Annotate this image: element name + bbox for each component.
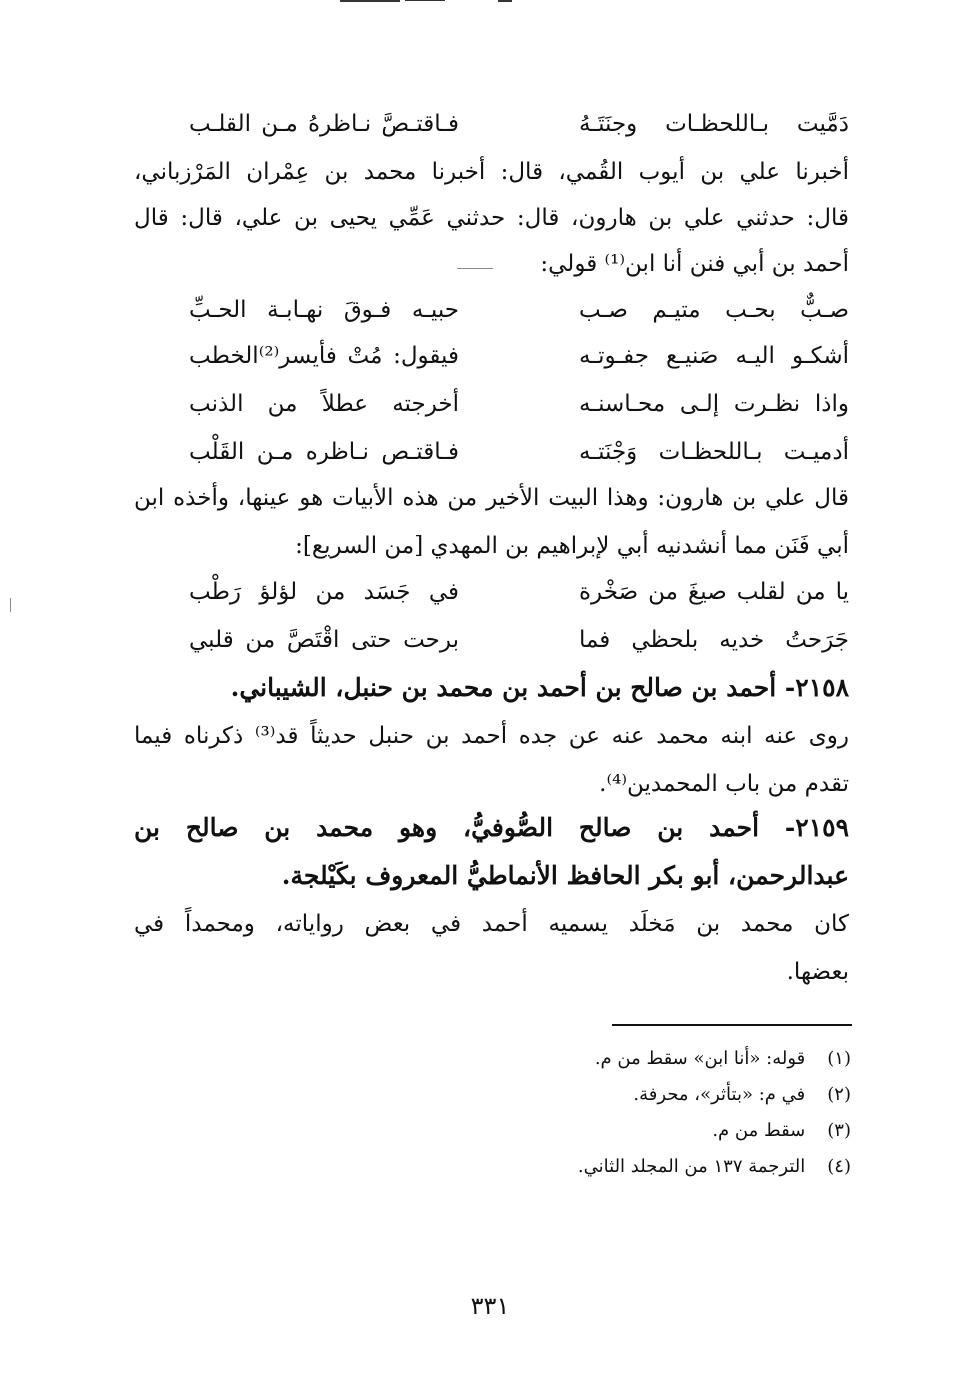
scan-mark: [405, 0, 445, 1]
verse-line: [189, 336, 849, 376]
scan-mark: [498, 0, 512, 2]
verse-second-hemistich: فيقول: مُتْ فأيسر⁽²⁾الخطب: [189, 343, 459, 369]
verse-first-hemistich: دَمَّيت بـاللحظـات وجنَتَـهُ: [579, 111, 849, 137]
scan-mark: [340, 0, 400, 2]
text-line: تقدم من باب المحمدين⁽⁴⁾.: [599, 771, 849, 797]
verse-second-hemistich: فـاقتـصَّ نـاظرهُ مـن القلـب: [189, 111, 459, 137]
footnote-separator: [612, 1024, 852, 1026]
verse-second-hemistich: فـاقتـص نـاظره مـن القَلْب: [189, 439, 459, 465]
footnote: [251, 1116, 851, 1146]
verse-second-hemistich: في جَسَد من لؤلؤ رَطْب: [189, 579, 459, 605]
verse-first-hemistich: أشكـو اليـه صَنيـع جفـوتـه: [579, 343, 849, 369]
text-line: كان محمد بن مَخلَد يسميه أحمد في بعض رواياته، ومحمداً في: [134, 911, 849, 937]
verse-first-hemistich: يا من لقلب صيغَ من صَخْرة: [579, 579, 849, 605]
verse-line: [189, 384, 849, 424]
verse-line: [189, 432, 849, 472]
verse-first-hemistich: جَرَحتُ خديه بلحظي فما: [579, 627, 849, 653]
footnote-number: (٤): [827, 1156, 851, 1177]
entry-heading: عبدالرحمن، أبو بكر الحافظ الأنماطيُّ المعروف بكَيْلجة.: [281, 861, 849, 890]
footnote-text: الترجمة ١٣٧ من المجلد الثاني.: [577, 1156, 806, 1177]
footnote-number: (٢): [827, 1084, 851, 1105]
text-line: بعضها.: [786, 959, 849, 985]
footnote-text: قوله: «أنا ابن» سقط من م.: [594, 1048, 806, 1069]
footnote-number: (٣): [827, 1120, 851, 1141]
verse-second-hemistich: أخرجته عطلاً من الذنب: [189, 391, 459, 417]
entry-heading: ٢١٥٨- أحمد بن صالح بن أحمد بن محمد بن حنبل، الشيباني.: [230, 673, 849, 702]
verse-line: [189, 104, 849, 144]
text-line: أحمد بن أبي فنن أنا ابن⁽¹⁾ قولي:: [540, 251, 849, 277]
verse-second-hemistich: برحت حتى اقْتَصَّ من قلبي: [189, 627, 459, 653]
footnote-text: سقط من م.: [712, 1120, 806, 1141]
footnote: [251, 1044, 851, 1074]
page-number: ٣٣١: [470, 1292, 510, 1320]
verse-first-hemistich: واذا نظـرت إلـى محـاسنـه: [579, 391, 849, 417]
verse-line: [189, 290, 849, 330]
footnote-number: (١): [827, 1048, 851, 1069]
verse-first-hemistich: أدميـت بـاللحظـات وَجْنَتـه: [579, 439, 849, 465]
footnote: [251, 1152, 851, 1182]
text-line: روى عنه ابنه محمد عنه عن جده أحمد بن حنبل حديثاً قد⁽³⁾ ذكرناه فيما: [134, 723, 850, 749]
footnote-text: في م: «بتأثر»، محرفة.: [633, 1084, 806, 1105]
verse-line: [189, 620, 849, 660]
text-line: أخبرنا علي بن أيوب القُمي، قال: أخبرنا محمد بن عِمْران المَرْزباني،: [134, 159, 849, 185]
verse-line: [189, 572, 849, 612]
footnote: [251, 1080, 851, 1110]
text-line: أبي فَنَن مما أنشدنيه أبي لإبراهيم بن المهدي [من السريع]:: [295, 533, 849, 559]
entry-heading: ٢١٥٩- أحمد بن صالح الصُّوفيُّ، وهو محمد بن صالح بن: [134, 813, 849, 842]
scan-speck: [10, 598, 11, 612]
verse-second-hemistich: حبيـه فـوقَ نهـابـة الحـبِّ: [189, 297, 459, 323]
text-line: قال علي بن هارون: وهذا البيت الأخير من هذه الأبيات هو عينها، وأخذه ابن: [134, 485, 849, 511]
verse-first-hemistich: صـبٌّ بحـب متيـم صـب: [579, 297, 849, 323]
text-line: قال: حدثني علي بن هارون، قال: حدثني عَمِّي يحيى بن علي، قال: قال: [134, 205, 849, 231]
